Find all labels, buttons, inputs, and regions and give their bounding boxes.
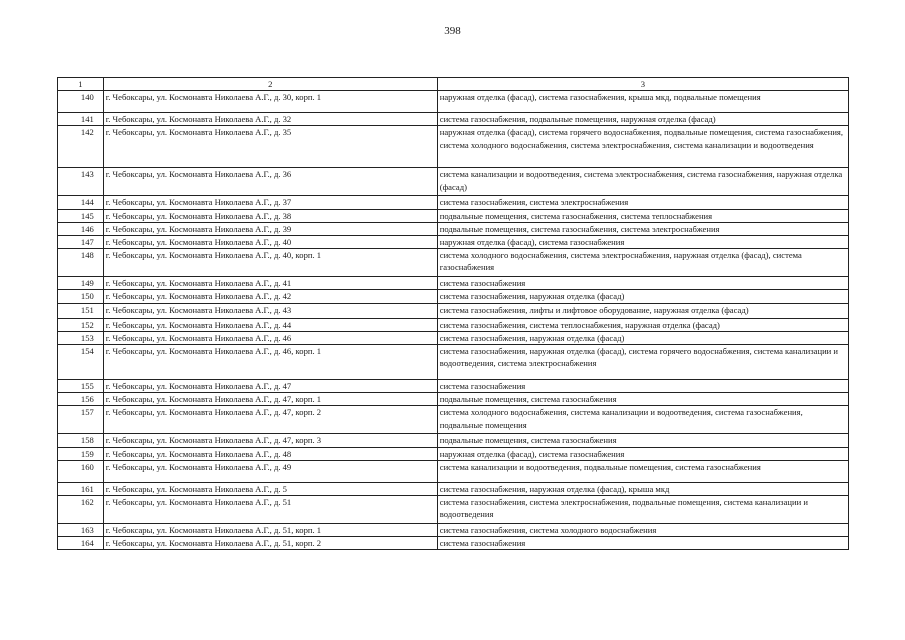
works-cell: система газоснабжения, система электроснабжения	[437, 196, 848, 209]
table-row	[58, 168, 849, 196]
row-number-cell: 162	[58, 496, 104, 524]
row-number-cell: 142	[58, 126, 104, 168]
works-cell: система газоснабжения	[437, 537, 848, 550]
works-cell: система газоснабжения, наружная отделка (фасад), система горячего водоснабжения, система канализации и водоотведения, система электроснабжения	[437, 345, 848, 380]
row-number-cell: 146	[58, 222, 104, 235]
row-number-cell: 150	[58, 290, 104, 303]
works-cell: система газоснабжения, система электроснабжения, подвальные помещения, система канализации и водоотведения	[437, 496, 848, 524]
works-cell: система газоснабжения, система холодного водоснабжения	[437, 524, 848, 537]
address-cell: г. Чебоксары, ул. Космонавта Николаева А.Г., д. 39	[103, 222, 437, 235]
row-number-cell: 163	[58, 524, 104, 537]
address-cell: г. Чебоксары, ул. Космонавта Николаева А.Г., д. 38	[103, 209, 437, 222]
table-row	[58, 447, 849, 460]
page-number: 398	[444, 25, 461, 37]
table-row	[58, 126, 849, 168]
works-cell: подвальные помещения, система газоснабжения, система электроснабжения	[437, 222, 848, 235]
table-row	[58, 277, 849, 290]
works-cell: система газоснабжения	[437, 380, 848, 393]
addresses-table	[57, 77, 849, 550]
table-row	[58, 222, 849, 235]
row-number-cell: 140	[58, 91, 104, 113]
row-number-cell: 160	[58, 460, 104, 482]
table-row	[58, 290, 849, 303]
row-number-cell: 161	[58, 482, 104, 495]
row-number-cell: 144	[58, 196, 104, 209]
address-cell: г. Чебоксары, ул. Космонавта Николаева А.Г., д. 35	[103, 126, 437, 168]
row-number-cell: 164	[58, 537, 104, 550]
table-row	[58, 318, 849, 331]
address-cell: г. Чебоксары, ул. Космонавта Николаева А.Г., д. 40, корп. 1	[103, 249, 437, 277]
table-row	[58, 434, 849, 447]
row-number-cell: 145	[58, 209, 104, 222]
table-row	[58, 209, 849, 222]
row-number-cell: 148	[58, 249, 104, 277]
address-cell: г. Чебоксары, ул. Космонавта Николаева А.Г., д. 44	[103, 318, 437, 331]
address-cell: г. Чебоксары, ул. Космонавта Николаева А.Г., д. 41	[103, 277, 437, 290]
row-number-cell: 149	[58, 277, 104, 290]
works-cell: наружная отделка (фасад), система газоснабжения, крыша мкд, подвальные помещения	[437, 91, 848, 113]
table-row	[58, 524, 849, 537]
table-row	[58, 496, 849, 524]
table-body	[58, 78, 849, 550]
row-number-cell: 154	[58, 345, 104, 380]
works-cell: наружная отделка (фасад), система горячего водоснабжения, подвальные помещения, система газоснабжения, система холодного водоснабжения, система электроснабжения, система канализации и водоотведения	[437, 126, 848, 168]
row-number-cell: 143	[58, 168, 104, 196]
row-number-cell: 155	[58, 380, 104, 393]
works-cell: система газоснабжения, система теплоснабжения, наружная отделка (фасад)	[437, 318, 848, 331]
row-number-cell: 153	[58, 331, 104, 344]
address-cell: г. Чебоксары, ул. Космонавта Николаева А.Г., д. 51	[103, 496, 437, 524]
table-row	[58, 236, 849, 249]
row-number-cell: 157	[58, 406, 104, 434]
address-cell: г. Чебоксары, ул. Космонавта Николаева А.Г., д. 5	[103, 482, 437, 495]
address-cell: г. Чебоксары, ул. Космонавта Николаева А.Г., д. 42	[103, 290, 437, 303]
address-cell: г. Чебоксары, ул. Космонавта Николаева А.Г., д. 43	[103, 303, 437, 318]
address-cell: г. Чебоксары, ул. Космонавта Николаева А.Г., д. 47, корп. 2	[103, 406, 437, 434]
address-cell: г. Чебоксары, ул. Космонавта Николаева А.Г., д. 46	[103, 331, 437, 344]
table-row	[58, 303, 849, 318]
header-col-3: 3	[437, 78, 848, 91]
row-number-cell: 158	[58, 434, 104, 447]
works-cell: система газоснабжения, наружная отделка (фасад)	[437, 290, 848, 303]
table-row	[58, 380, 849, 393]
address-cell: г. Чебоксары, ул. Космонавта Николаева А.Г., д. 47, корп. 3	[103, 434, 437, 447]
works-cell: система газоснабжения, подвальные помещения, наружная отделка (фасад)	[437, 113, 848, 126]
table-header-row	[58, 78, 849, 91]
works-cell: подвальные помещения, система газоснабжения	[437, 393, 848, 406]
address-cell: г. Чебоксары, ул. Космонавта Николаева А.Г., д. 47, корп. 1	[103, 393, 437, 406]
works-cell: система газоснабжения, наружная отделка (фасад), крыша мкд	[437, 482, 848, 495]
works-cell: система холодного водоснабжения, система канализации и водоотведения, система газоснабжения, подвальные помещения	[437, 406, 848, 434]
address-cell: г. Чебоксары, ул. Космонавта Николаева А.Г., д. 48	[103, 447, 437, 460]
address-cell: г. Чебоксары, ул. Космонавта Николаева А.Г., д. 37	[103, 196, 437, 209]
address-cell: г. Чебоксары, ул. Космонавта Николаева А.Г., д. 51, корп. 1	[103, 524, 437, 537]
works-cell: наружная отделка (фасад), система газоснабжения	[437, 236, 848, 249]
works-cell: система холодного водоснабжения, система электроснабжения, наружная отделка (фасад), система газоснабжения	[437, 249, 848, 277]
row-number-cell: 152	[58, 318, 104, 331]
address-cell: г. Чебоксары, ул. Космонавта Николаева А.Г., д. 51, корп. 2	[103, 537, 437, 550]
header-col-1: 1	[58, 78, 104, 91]
address-cell: г. Чебоксары, ул. Космонавта Николаева А.Г., д. 30, корп. 1	[103, 91, 437, 113]
address-cell: г. Чебоксары, ул. Космонавта Николаева А.Г., д. 46, корп. 1	[103, 345, 437, 380]
table-row	[58, 537, 849, 550]
works-cell: подвальные помещения, система газоснабжения	[437, 434, 848, 447]
address-cell: г. Чебоксары, ул. Космонавта Николаева А.Г., д. 49	[103, 460, 437, 482]
address-cell: г. Чебоксары, ул. Космонавта Николаева А.Г., д. 32	[103, 113, 437, 126]
table-row	[58, 331, 849, 344]
works-cell: подвальные помещения, система газоснабжения, система теплоснабжения	[437, 209, 848, 222]
address-cell: г. Чебоксары, ул. Космонавта Николаева А.Г., д. 40	[103, 236, 437, 249]
header-col-2: 2	[103, 78, 437, 91]
row-number-cell: 147	[58, 236, 104, 249]
works-cell: наружная отделка (фасад), система газоснабжения	[437, 447, 848, 460]
row-number-cell: 159	[58, 447, 104, 460]
row-number-cell: 141	[58, 113, 104, 126]
table-row	[58, 460, 849, 482]
table-row	[58, 249, 849, 277]
table-row	[58, 482, 849, 495]
address-cell: г. Чебоксары, ул. Космонавта Николаева А.Г., д. 47	[103, 380, 437, 393]
table-row	[58, 393, 849, 406]
table-row	[58, 345, 849, 380]
works-cell: система газоснабжения, наружная отделка (фасад)	[437, 331, 848, 344]
row-number-cell: 151	[58, 303, 104, 318]
table-row	[58, 196, 849, 209]
row-number-cell: 156	[58, 393, 104, 406]
works-cell: система канализации и водоотведения, система электроснабжения, система газоснабжения, наружная отделка (фасад)	[437, 168, 848, 196]
address-cell: г. Чебоксары, ул. Космонавта Николаева А.Г., д. 36	[103, 168, 437, 196]
table-row	[58, 91, 849, 113]
works-cell: система газоснабжения	[437, 277, 848, 290]
works-cell: система канализации и водоотведения, подвальные помещения, система газоснабжения	[437, 460, 848, 482]
works-cell: система газоснабжения, лифты и лифтовое оборудование, наружная отделка (фасад)	[437, 303, 848, 318]
table-row	[58, 406, 849, 434]
table-row	[58, 113, 849, 126]
